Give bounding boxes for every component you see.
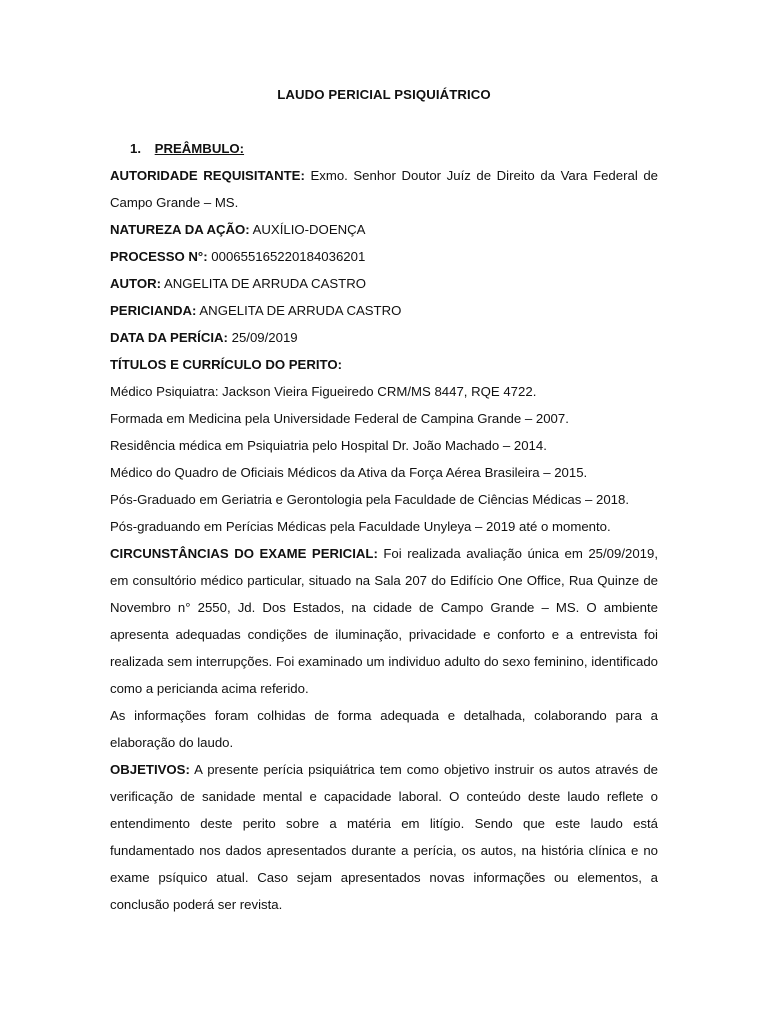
pericianda-label: PERICIANDA: bbox=[110, 303, 197, 318]
data-pericia-field bbox=[110, 324, 658, 351]
natureza-label: NATUREZA DA AÇÃO: bbox=[110, 222, 250, 237]
natureza-value: AUXÍLIO-DOENÇA bbox=[252, 222, 366, 237]
autor-label: AUTOR: bbox=[110, 276, 162, 291]
data-pericia-value: 25/09/2019 bbox=[231, 330, 298, 345]
section-title: PREÂMBULO: bbox=[154, 141, 245, 156]
autoridade-label: AUTORIDADE REQUISITANTE: bbox=[110, 168, 305, 183]
autor-field bbox=[110, 270, 658, 297]
section-number: 1. bbox=[130, 141, 141, 156]
natureza-field bbox=[110, 216, 658, 243]
titulo-item: Residência médica em Psiquiatria pelo Hospital Dr. João Machado – 2014. bbox=[110, 438, 547, 453]
autor-value: ANGELITA DE ARRUDA CASTRO bbox=[163, 276, 366, 291]
objetivos-label: OBJETIVOS: bbox=[110, 762, 190, 777]
pericianda-value: ANGELITA DE ARRUDA CASTRO bbox=[199, 303, 402, 318]
objetivos-paragraph bbox=[110, 756, 658, 918]
titulos-label: TÍTULOS E CURRÍCULO DO PERITO: bbox=[110, 357, 343, 372]
titulo-item: Médico Psiquiatra: Jackson Vieira Figueiredo CRM/MS 8447, RQE 4722. bbox=[110, 384, 537, 399]
titulos-heading bbox=[110, 351, 658, 378]
processo-label: PROCESSO N°: bbox=[110, 249, 208, 264]
section-heading bbox=[130, 141, 244, 156]
titulo-item: Formada em Medicina pela Universidade Federal de Campina Grande – 2007. bbox=[110, 411, 569, 426]
informacoes-paragraph: As informações foram colhidas de forma adequada e detalhada, colaborando para a elaboração do laudo. bbox=[110, 708, 658, 750]
titulo-item: Pós-Graduado em Geriatria e Gerontologia pela Faculdade de Ciências Médicas – 2018. bbox=[110, 492, 630, 507]
circunstancias-label: CIRCUNSTÂNCIAS DO EXAME PERICIAL: bbox=[110, 546, 378, 561]
titulo-item: Médico do Quadro de Oficiais Médicos da Ativa da Força Aérea Brasileira – 2015. bbox=[110, 465, 588, 480]
autoridade-value: Exmo. Senhor Doutor Juíz de Direito da Vara Federal de Campo Grande – MS. bbox=[110, 168, 659, 210]
pericianda-field bbox=[110, 297, 658, 324]
circunstancias-paragraph bbox=[110, 540, 658, 702]
autoridade-field bbox=[110, 162, 658, 216]
processo-value: 00065516522018403620​1 bbox=[211, 249, 366, 264]
processo-field bbox=[110, 243, 658, 270]
preamble-body bbox=[110, 162, 658, 918]
data-pericia-label: DATA DA PERÍCIA: bbox=[110, 330, 228, 345]
circunstancias-value: Foi realizada avaliação única em 25/09/2019, em consultório médico particular, situado na Sala 207 do Edifício One Office, Rua Quinze de Novembro n° 2550, Jd. Dos Estados, na cidade de Campo Grande – MS. O ambiente apresenta adequadas condições de iluminação, privacidade e conforto e a entrevista foi realizada sem interrupções. Foi examinado um individuo adulto do sexo feminino, identificado como a pericianda acima referido. bbox=[110, 546, 658, 696]
objetivos-value: A presente perícia psiquiátrica tem como objetivo instruir os autos através de verificação de sanidade mental e capacidade laboral. O conteúdo deste laudo reflete o entendimento deste perito sobre a matéria em litígio. Sendo que este laudo está fundamentado nos dados apresentados durante a perícia, os autos, na história clínica e no exame psíquico atual. Caso sejam apresentados novas informações ou elementos, a conclusão poderá ser revista. bbox=[110, 762, 658, 912]
titulo-item: Pós-graduando em Perícias Médicas pela Faculdade Unyleya – 2019 até o momento. bbox=[110, 519, 611, 534]
document-title: LAUDO PERICIAL PSIQUIÁTRICO bbox=[277, 87, 491, 102]
